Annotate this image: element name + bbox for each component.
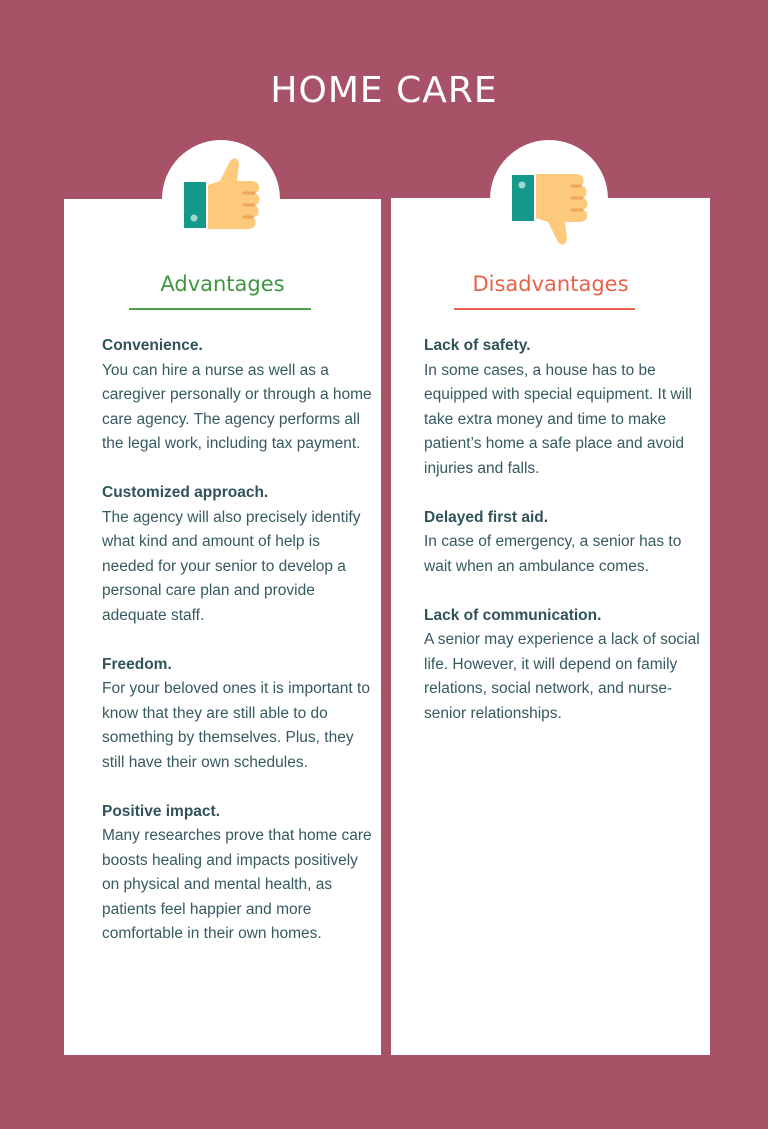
- disadvantages-divider: [454, 308, 635, 310]
- thumbs-down-icon: [510, 170, 590, 250]
- disadvantage-title: Lack of safety.: [424, 337, 531, 354]
- disadvantage-title: Lack of communication.: [424, 606, 602, 624]
- advantages-heading: Advantages: [160, 272, 285, 296]
- advantage-body: The agency will also precisely identify what kind and amount of help is needed for your senior to develop a personal care plan and provide adequate staff.: [102, 508, 361, 624]
- disadvantage-body: In case of emergency, a senior has to wait when an ambulance comes.: [424, 533, 682, 575]
- disadvantage-body: A senior may experience a lack of social life. However, it will depend on family relations, social network, and nurse-senior relationships.: [424, 631, 700, 722]
- advantage-title: Positive impact.: [102, 802, 221, 820]
- advantage-body: You can hire a nurse as well as a caregiver personally or through a home care agency. The agency performs all the legal work, including tax payment.: [102, 361, 372, 452]
- advantage-item: [102, 481, 372, 628]
- advantage-body: Many researches prove that home care boosts healing and impacts positively on physical and mental health, as patients feel happier and more comfortable in their own homes.: [102, 827, 372, 942]
- thumbs-up-icon: [182, 155, 262, 235]
- advantages-divider: [129, 308, 311, 310]
- advantage-item: [102, 334, 372, 457]
- disadvantage-title: Delayed first aid.: [424, 508, 549, 526]
- disadvantage-item: [424, 604, 704, 727]
- disadvantages-heading: Disadvantages: [472, 272, 629, 296]
- advantages-list: [102, 334, 372, 971]
- page-title: HOME CARE: [270, 70, 498, 111]
- disadvantages-list: [424, 334, 704, 751]
- advantage-body: For your beloved ones it is important to know that they are still able to do something by themselves. Plus, they still have their own schedules.: [102, 680, 370, 771]
- advantage-item: [102, 800, 372, 947]
- disadvantage-body: In some cases, a house has to be equipped with special equipment. It will take extra money and time to make patient’s home a safe place and avoid injuries and falls.: [424, 361, 692, 477]
- advantage-title: Convenience.: [102, 337, 203, 354]
- disadvantage-item: [424, 506, 704, 580]
- advantage-title: Customized approach.: [102, 484, 269, 501]
- advantage-item: [102, 653, 372, 776]
- advantage-title: Freedom.: [102, 655, 172, 673]
- disadvantage-item: [424, 334, 704, 481]
